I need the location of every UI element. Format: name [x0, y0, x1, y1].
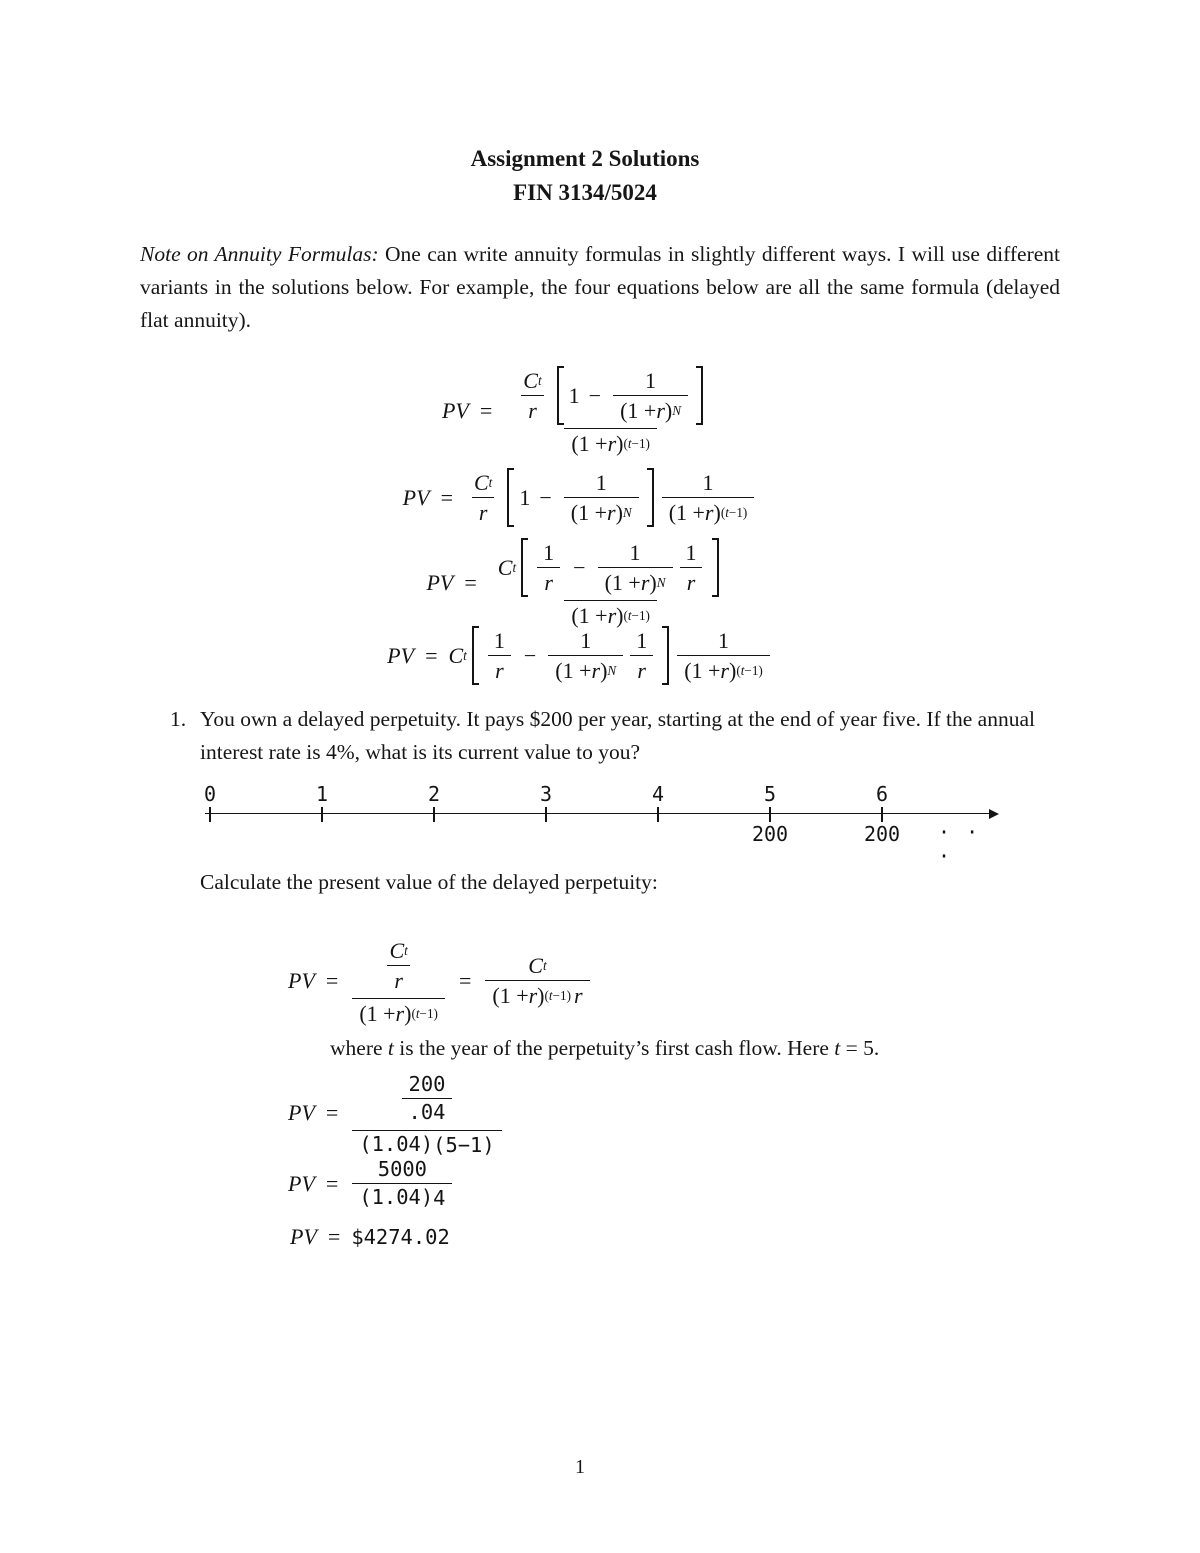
var-t: t — [387, 1036, 394, 1060]
fraction-one-over-r — [629, 626, 654, 685]
math-token: (1 + — [570, 500, 607, 526]
bracket-left — [472, 626, 479, 685]
var-n: N — [656, 574, 666, 590]
equals-sign: = — [325, 967, 339, 993]
den — [352, 998, 445, 1028]
num: 1 — [636, 628, 648, 653]
minus-sign: − — [588, 383, 602, 409]
var-c: C — [473, 470, 489, 495]
text-fragment: is the year of the perpetuity’s first cash flow. Here — [393, 1036, 835, 1060]
num: 200 — [408, 1072, 446, 1096]
solution-step-1 — [288, 1068, 505, 1158]
tick-label: 6 — [875, 782, 889, 806]
tick-label: 5 — [763, 782, 777, 806]
num: 5000 — [377, 1157, 427, 1181]
var-t: t — [404, 942, 408, 958]
math-token: ) — [649, 570, 657, 596]
var-r: r — [395, 1001, 405, 1027]
var-t: t — [463, 647, 467, 663]
tick-mark — [657, 807, 659, 822]
bracket-left — [557, 366, 564, 425]
text-fragment: = 5. — [840, 1036, 880, 1060]
annuity-formula-3 — [0, 535, 1160, 630]
num: 1 — [645, 368, 657, 393]
var-n: N — [622, 504, 632, 520]
fraction-200-over-04 — [402, 1071, 453, 1127]
math-token: 1 — [519, 484, 531, 510]
solution-formula-general — [288, 933, 593, 1028]
num: 1 — [595, 470, 607, 495]
num — [372, 933, 424, 998]
math-token: −1) — [744, 662, 763, 678]
fraction-ct-over-r — [516, 366, 548, 425]
tick-label: 0 — [203, 782, 217, 806]
var-r: r — [528, 983, 538, 1009]
tick-mark — [881, 807, 883, 822]
den — [548, 655, 623, 685]
math-token: ) — [664, 398, 673, 424]
fraction-ct-over-r — [382, 936, 414, 995]
bracket-group — [521, 538, 718, 597]
equals-sign: = — [325, 1100, 339, 1126]
den — [485, 980, 589, 1010]
result-value: $4274.02 — [351, 1225, 450, 1249]
math-token: (1.04) — [359, 1131, 434, 1156]
var-pv: PV — [288, 1170, 315, 1196]
var-pv: PV — [387, 642, 415, 668]
course-code: FIN 3134/5024 — [513, 180, 657, 205]
calc-instruction: Calculate the present value of the delayed perpetuity: — [200, 870, 658, 894]
document-header — [0, 142, 1170, 210]
var-t: t — [415, 1005, 420, 1021]
den — [613, 395, 688, 425]
var-r: r — [607, 431, 617, 457]
math-token: ) — [616, 603, 624, 629]
den — [630, 655, 653, 685]
page-number: 1 — [575, 1456, 585, 1478]
math-token: ) — [600, 658, 608, 684]
num — [382, 936, 414, 965]
fraction-one-over-r — [679, 538, 704, 597]
den: (1.04) 4 — [352, 1183, 452, 1211]
equals-sign: = — [464, 569, 477, 595]
math-token: ) — [728, 658, 737, 684]
var-t: t — [627, 607, 632, 623]
equals-sign: = — [425, 642, 438, 668]
minus-sign: − — [539, 484, 552, 510]
math-token: −1) — [728, 504, 748, 520]
math-token: (1.04) — [359, 1185, 434, 1210]
var-r: r — [394, 968, 403, 994]
num: 1 — [493, 628, 505, 653]
problem-number: 1. — [170, 707, 187, 731]
var-r: r — [528, 398, 537, 424]
num: 1 — [685, 540, 697, 565]
var-r: r — [640, 570, 650, 596]
num — [392, 1068, 463, 1130]
note-body: One can write annuity formulas in slightly different ways. I will use different variants in the solutions below. For example, the four equations below are all the same formula (delayed flat annuity). — [140, 242, 1060, 332]
tick-mark — [433, 807, 435, 822]
fraction-5000-over-discount — [352, 1156, 452, 1212]
bracket-right — [696, 366, 703, 425]
tick-mark — [209, 807, 211, 822]
den — [472, 497, 495, 527]
var-r: r — [607, 500, 616, 526]
text-fragment: where — [330, 1036, 388, 1060]
math-token: ) — [404, 1001, 412, 1027]
math-token: −1) — [631, 607, 650, 623]
main-fraction — [352, 933, 445, 1028]
var-c: C — [448, 642, 464, 668]
var-r: r — [574, 983, 583, 1009]
math-token: 1 — [568, 383, 580, 409]
num: 1 — [629, 540, 641, 565]
ellipsis-label: · · · — [938, 820, 981, 868]
var-t: t — [548, 987, 553, 1003]
den — [564, 497, 639, 527]
math-token: −1) — [552, 987, 572, 1003]
var-c: C — [389, 938, 405, 963]
var-r: r — [478, 500, 488, 526]
var-c: C — [523, 368, 538, 393]
math-token: ) — [537, 983, 545, 1009]
bracket-left — [521, 538, 528, 597]
den — [677, 655, 770, 685]
var-r: r — [720, 658, 729, 684]
var-c: C — [528, 953, 543, 979]
math-token: (1 + — [492, 983, 529, 1009]
bracket-left — [507, 468, 514, 527]
bracket-right — [647, 468, 654, 527]
var-pv: PV — [290, 1224, 317, 1249]
den — [662, 497, 755, 527]
den — [598, 567, 673, 597]
main-fraction — [506, 363, 715, 458]
den: .04 — [402, 1098, 453, 1126]
minus-sign: − — [573, 555, 586, 581]
math-token: ) — [713, 500, 721, 526]
tick-mark — [545, 807, 547, 822]
var-t: t — [512, 559, 517, 575]
fraction-discount-n — [548, 626, 623, 685]
equals-sign: = — [440, 484, 453, 510]
var-r: r — [495, 658, 504, 684]
math-token: (1 + — [604, 570, 641, 596]
math-token: (1 + — [668, 500, 705, 526]
math-token: ) — [616, 431, 624, 457]
math-token: (1 + — [620, 398, 657, 424]
fraction-one-over-r — [536, 538, 561, 597]
var-r: r — [656, 398, 665, 424]
var-r: r — [686, 570, 696, 596]
payment-label: 200 — [863, 822, 901, 846]
fraction-one-over-r — [487, 626, 512, 685]
num — [506, 363, 715, 428]
bracket-group — [557, 366, 703, 425]
var-t: t — [834, 1036, 841, 1060]
num: 1 — [580, 628, 592, 653]
den: (1.04) (5−1) — [352, 1130, 501, 1158]
var-r: r — [544, 570, 553, 596]
math-token: (1 + — [359, 1001, 396, 1027]
tick-mark — [769, 807, 771, 822]
tick-mark — [321, 807, 323, 822]
annuity-formula-1 — [0, 363, 1160, 458]
math-token: ( — [623, 607, 628, 623]
annuity-formula-2 — [0, 468, 1160, 527]
fraction-discount-n — [598, 538, 673, 597]
den — [488, 655, 511, 685]
var-t: t — [542, 957, 547, 973]
bracket-right — [662, 626, 669, 685]
num: 1 — [702, 470, 714, 495]
solution-step-2 — [288, 1156, 455, 1212]
main-fraction — [491, 535, 731, 630]
note-paragraph — [140, 238, 1060, 337]
annuity-formula-4 — [0, 626, 1160, 685]
var-r: r — [591, 658, 601, 684]
where-clause — [330, 1036, 879, 1061]
math-token: ( — [720, 504, 726, 520]
var-r: r — [704, 500, 714, 526]
math-token: ( — [544, 987, 549, 1003]
math-token: −1) — [631, 435, 650, 451]
math-token: (1 + — [571, 431, 608, 457]
var-r: r — [607, 603, 617, 629]
var-t: t — [627, 435, 632, 451]
num — [491, 535, 731, 600]
fraction-discount-n — [613, 366, 688, 425]
minus-sign: − — [523, 642, 537, 668]
var-pv: PV — [288, 967, 315, 993]
var-t: t — [537, 372, 542, 388]
num — [467, 468, 499, 497]
den — [521, 395, 544, 425]
fraction-discount-t — [677, 626, 770, 685]
equals-sign: = — [458, 967, 472, 993]
math-token: (1 + — [684, 658, 721, 684]
solution-result — [290, 1224, 450, 1250]
equals-sign: = — [325, 1170, 339, 1196]
math-token: (1 + — [555, 658, 592, 684]
tick-label: 3 — [539, 782, 553, 806]
den — [564, 428, 657, 458]
num: 1 — [718, 628, 729, 653]
var-pv: PV — [441, 397, 469, 423]
math-token: (1 + — [571, 603, 608, 629]
math-token: −1) — [419, 1005, 438, 1021]
var-t: t — [725, 504, 729, 520]
den — [680, 567, 703, 597]
fraction-discount-t — [662, 468, 755, 527]
cashflow-timeline — [203, 780, 1005, 868]
main-fraction — [352, 1068, 501, 1158]
bracket-group — [507, 468, 653, 527]
fraction-ct-over-r — [467, 468, 499, 527]
num: 1 — [543, 540, 555, 565]
var-r: r — [637, 658, 646, 684]
equals-sign: = — [327, 1224, 341, 1249]
problem-text: You own a delayed perpetuity. It pays $200 per year, starting at the end of year five. If the annual interest rate is 4%, what is its current value to you? — [200, 707, 1035, 764]
math-token: ( — [623, 435, 628, 451]
var-pv: PV — [426, 569, 454, 595]
doc-title: Assignment 2 Solutions — [470, 146, 700, 171]
tick-label: 2 — [427, 782, 441, 806]
math-token: ( — [411, 1005, 416, 1021]
var-pv: PV — [288, 1100, 315, 1126]
tick-label: 1 — [315, 782, 329, 806]
equals-sign: = — [479, 397, 493, 423]
var-n: N — [607, 662, 617, 678]
tick-label: 4 — [651, 782, 665, 806]
var-t: t — [740, 662, 745, 678]
fraction-ct-over-discount — [485, 951, 589, 1010]
den — [537, 567, 560, 597]
fraction-discount-n — [564, 468, 639, 527]
num — [521, 951, 553, 980]
var-c: C — [497, 555, 513, 581]
bracket-group — [472, 626, 669, 685]
bracket-right — [712, 538, 719, 597]
timeline-arrowhead-icon — [989, 809, 999, 819]
var-pv: PV — [402, 484, 430, 510]
problem-1-item — [170, 703, 1060, 769]
math-token: ( — [736, 662, 741, 678]
var-t: t — [488, 474, 493, 490]
num — [516, 366, 548, 395]
note-lead: Note on Annuity Formulas: — [140, 242, 379, 266]
payment-label: 200 — [751, 822, 789, 846]
math-token: ) — [615, 500, 623, 526]
den — [387, 965, 410, 995]
var-n: N — [672, 402, 681, 418]
